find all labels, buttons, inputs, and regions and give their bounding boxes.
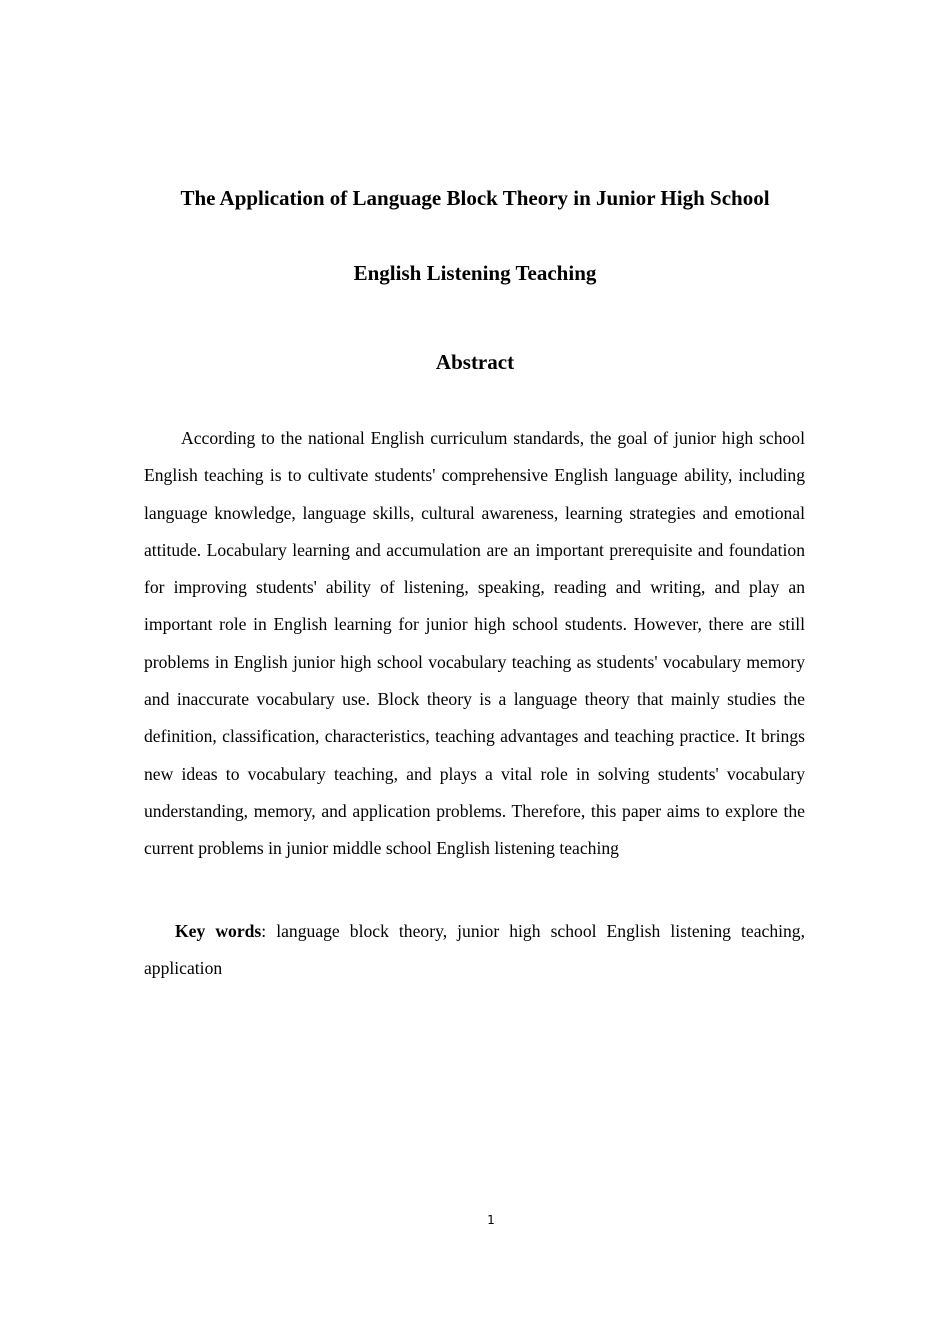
keywords-text: : language block theory, junior high school English listening teaching, application (144, 921, 806, 979)
document-title-line-1: The Application of Language Block Theory in Junior High School (180, 186, 770, 210)
abstract-paragraph: According to the national English curriculum standards, the goal of junior high school English teaching is to cultivate students' comprehensive English language ability, including language knowledge, language skills, cultural awareness, learning strategies and emotional attitude. Locabulary learning and accumulation are an important prerequisite and foundation for improving students' ability of listening, speaking, reading and writing, and play an important role in English learning for junior high school students. However, there are still problems in English junior high school vocabulary teaching as students' vocabulary memory and inaccurate vocabulary use. Block theory is a language theory that mainly studies the definition, classification, characteristics, teaching advantages and teaching practice. It brings new ideas to vocabulary teaching, and plays a vital role in solving students' vocabulary understanding, memory, and application problems. Therefore, this paper aims to explore the current problems in junior middle school English listening teaching (144, 428, 805, 859)
page-number: 1 (487, 1213, 495, 1227)
keywords-paragraph (144, 913, 805, 988)
abstract-heading: Abstract (435, 350, 515, 374)
keywords-label: Key words (175, 921, 262, 941)
document-title-line-2: English Listening Teaching (353, 261, 597, 285)
